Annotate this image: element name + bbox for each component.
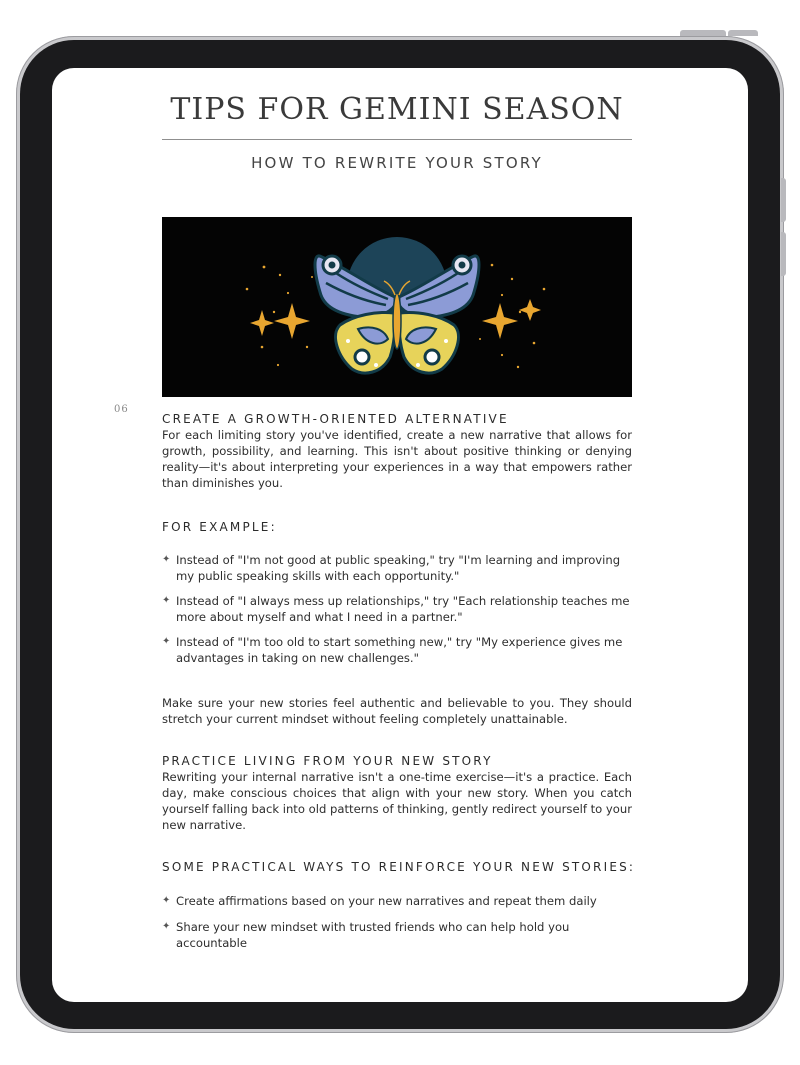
section-ways [162, 860, 636, 874]
example-list [162, 552, 632, 666]
hero-image [162, 217, 632, 397]
example-closing [162, 695, 632, 727]
list-item [162, 919, 632, 951]
ways-list [162, 893, 632, 951]
section-growth [162, 412, 632, 491]
volume-up-button [781, 178, 786, 222]
section-heading: FOR EXAMPLE: [162, 520, 277, 534]
volume-down-button [781, 232, 786, 276]
bullet-icon: ✦ [162, 921, 171, 932]
section-example [162, 520, 632, 534]
list-item-text: Share your new mindset with trusted friends who can help hold you accountable [176, 920, 570, 950]
screen [52, 68, 748, 1002]
list-item-text: Instead of "I always mess up relationships," try "Each relationship teaches me more about myself and what I need in a partner." [176, 594, 630, 624]
list-item [162, 593, 632, 625]
butterfly-icon [162, 217, 632, 397]
section-body: For each limiting story you've identified, create a new narrative that allows for growth, possibility, and learning. This isn't about positive thinking or denying reality—it's about interpreting your experiences in a way that empowers rather than diminishes you. [162, 428, 632, 490]
section-heading: SOME PRACTICAL WAYS TO REINFORCE YOUR NEW STORIES: [162, 860, 636, 874]
page-number: 06 [114, 404, 129, 415]
title-divider [162, 139, 632, 140]
list-item [162, 893, 632, 909]
list-item-text: Instead of "I'm too old to start something new," try "My experience gives me advantages in taking on new challenges." [176, 635, 623, 665]
list-item-text: Instead of "I'm not good at public speaking," try "I'm learning and improving my public speaking skills with each opportunity." [176, 553, 621, 583]
section-heading: CREATE A GROWTH-ORIENTED ALTERNATIVE [162, 412, 509, 426]
list-item [162, 634, 632, 666]
section-heading: PRACTICE LIVING FROM YOUR NEW STORY [162, 754, 493, 768]
bullet-icon: ✦ [162, 636, 171, 647]
top-button [680, 30, 726, 36]
list-item [162, 552, 632, 584]
list-item-text: Create affirmations based on your new narratives and repeat them daily [176, 894, 597, 908]
bullet-icon: ✦ [162, 554, 171, 565]
butterfly-body [393, 293, 401, 349]
bullet-icon: ✦ [162, 595, 171, 606]
page-subtitle: HOW TO REWRITE YOUR STORY [251, 154, 543, 172]
closing-text: Make sure your new stories feel authentic and believable to you. They should stretch your current mindset without feeling completely unattainable. [162, 696, 632, 726]
top-button-2 [728, 30, 758, 36]
section-practice [162, 754, 632, 833]
bullet-icon: ✦ [162, 895, 171, 906]
page-title: TIPS FOR GEMINI SEASON [170, 92, 624, 127]
section-body: Rewriting your internal narrative isn't a one-time exercise—it's a practice. Each day, make conscious choices that align with your new story. When you catch yourself falling back into old patterns of thinking, gently redirect yourself to your new narrative. [162, 770, 632, 832]
